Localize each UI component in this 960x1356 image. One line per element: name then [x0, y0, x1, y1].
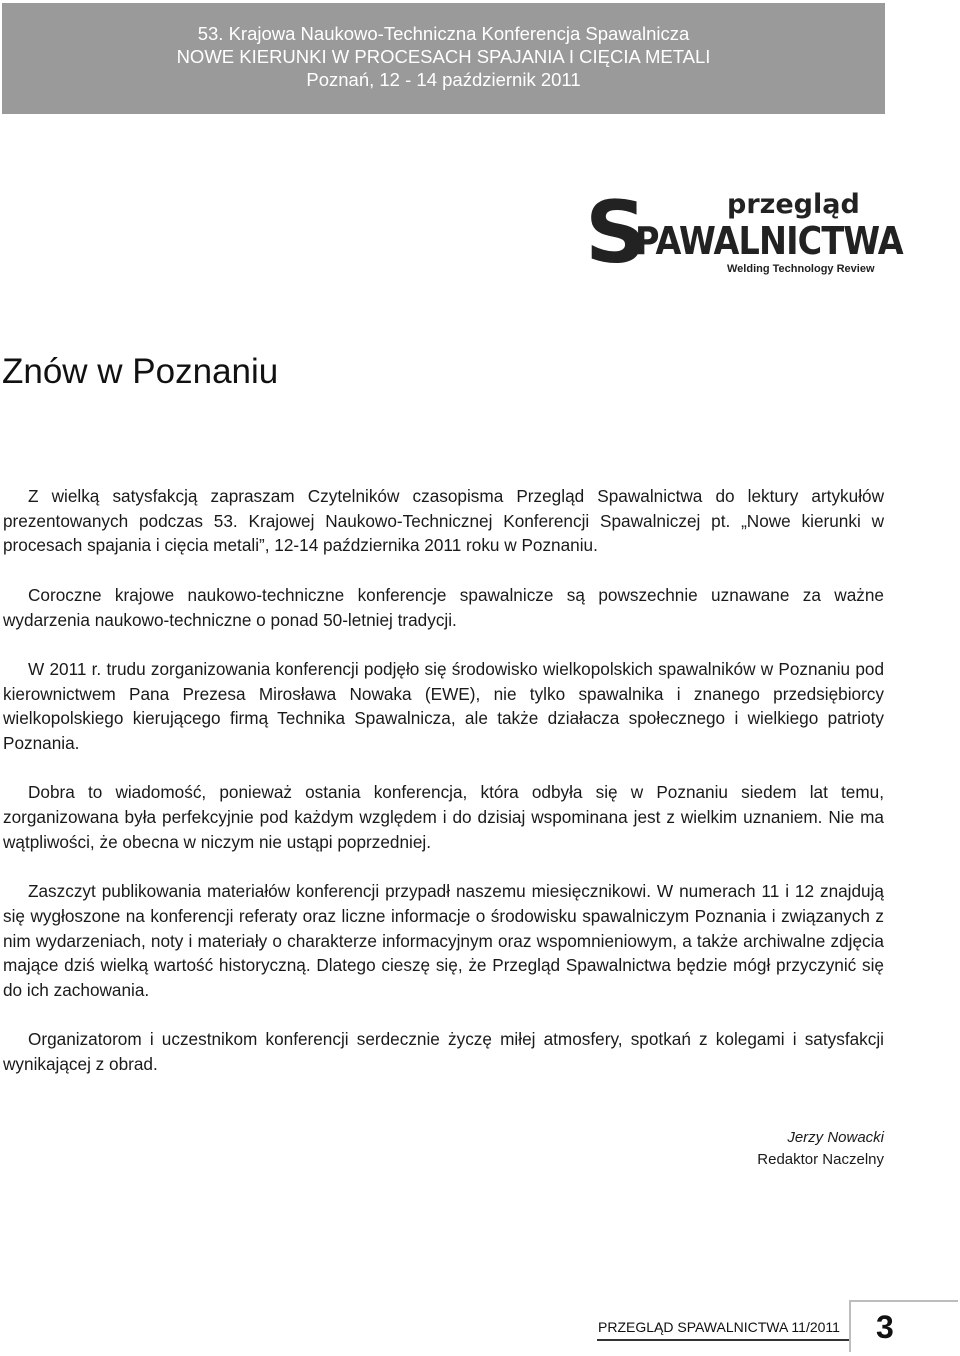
paragraph: Organizatorom i uczestnikom konferencji serdecznie życzę miłej atmosfery, spotkań z kolegami i satysfakcji wynikającej z obrad. [3, 1029, 884, 1075]
paragraph: Dobra to wiadomość, ponieważ ostania konferencja, która odbyła się w Poznaniu siedem lat temu, zorganizowana była perfekcyjnie pod każdym względem i do dzisiaj wspominana jest z wielkim uznaniem. Nie ma wątpliwości, że obecna w niczym nie ustąpi poprzedniej. [3, 782, 884, 852]
logo-spawalnictwa: PAWALNICTWA [635, 219, 903, 263]
logo-initial: S [585, 183, 645, 283]
article-title: Znów w Poznaniu [2, 352, 279, 391]
article-body [3, 484, 884, 1101]
author-name: Jerzy Nowacki [787, 1129, 884, 1146]
logo-przeglad: przegląd [727, 189, 860, 220]
author-role: Redaktor Naczelny [757, 1151, 884, 1168]
logo-subtitle: Welding Technology Review [727, 263, 875, 275]
conference-title: 53. Krajowa Naukowo-Techniczna Konferencja Spawalnicza [197, 23, 690, 44]
footer-journal-issue: PRZEGLĄD SPAWALNICTWA 11/2011 [598, 1319, 840, 1335]
paragraph: Zaszczyt publikowania materiałów konferencji przypadł naszemu miesięcznikowi. W numerach 11 i 12 znajdują się wygłoszone na konferencji referaty oraz liczne informacje o środowisku spawalniczym Poznania i związanych z nim wydarzeniach, noty i materiały o charakterze informacyjnym oraz wspomnieniowym, a także archiwalne zdjęcia mające dziś wielką wartość historyczną. Dlatego cieszę się, że Przegląd Spawalnictwa będzie mógł przyczynić się do ich zachowania. [3, 881, 884, 1000]
conference-header [2, 3, 885, 114]
paragraph: W 2011 r. trudu zorganizowania konferencji podjęło się środowisko wielkopolskich spawalników w Poznaniu pod kierownictwem Pana Prezesa Mirosława Nowaka (EWE), nie tylko spawalnika i znanego przedsiębiorcy wielkopolskiego kierującego firmą Technika Spawalnicza, ale także działacza społecznego i wielkiego patrioty Poznania. [3, 658, 884, 753]
conference-theme: NOWE KIERUNKI W PROCESACH SPAJANIA I CIĘCIA METALI [176, 46, 711, 67]
conference-date-place: Poznań, 12 - 14 październik 2011 [306, 69, 581, 90]
paragraph: Coroczne krajowe naukowo-techniczne konferencje spawalnicze są powszechnie uznawane za ważne wydarzenia naukowo-techniczne o ponad 50-letniej tradycji. [3, 584, 884, 630]
page-number: 3 [876, 1309, 894, 1345]
signature-block [757, 1127, 884, 1171]
footer-rule [597, 1339, 849, 1341]
journal-logo [585, 183, 903, 283]
paragraph: Z wielką satysfakcją zapraszam Czytelników czasopisma Przegląd Spawalnictwa do lektury artykułów prezentowanych podczas 53. Krajowej Naukowo-Technicznej Konferencji Spawalniczej pt. „Nowe kierunki w procesach spajania i cięcia metali”, 12-14 października 2011 roku w Poznaniu. [3, 486, 884, 556]
page-number-box [849, 1300, 958, 1352]
